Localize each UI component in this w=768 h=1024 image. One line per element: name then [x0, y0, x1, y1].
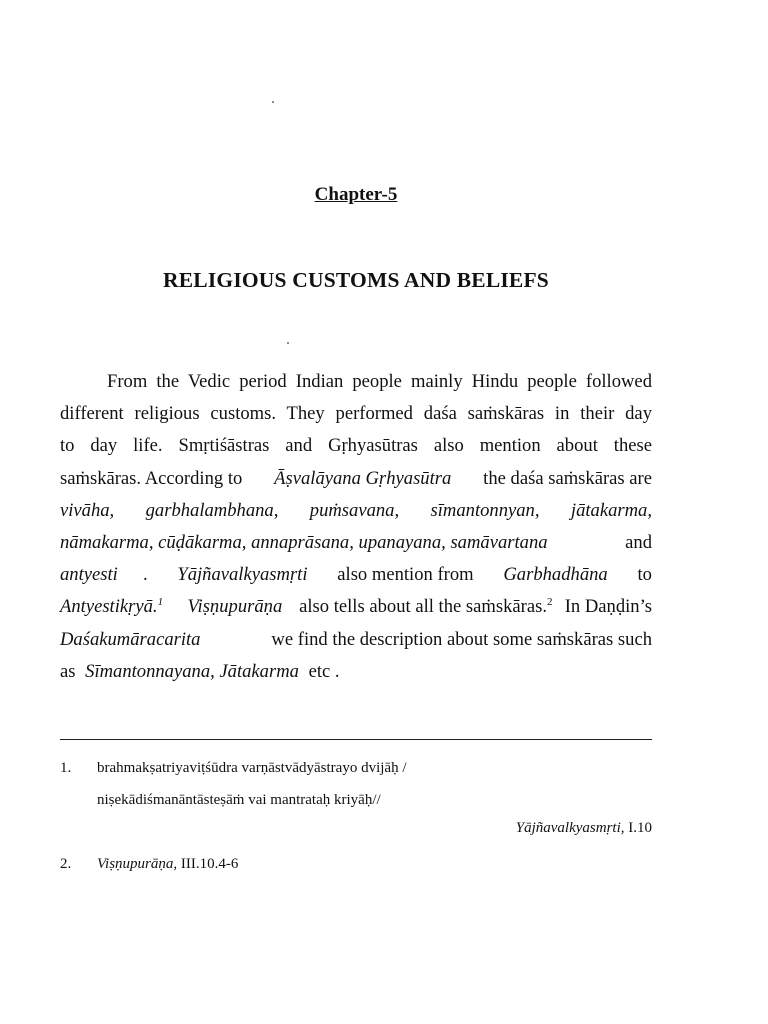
scan-speck: [272, 101, 274, 103]
text-line: [60, 430, 652, 462]
italic-term: Yājñavalkyasmṛti: [177, 564, 308, 586]
text-line: [60, 624, 652, 656]
chapter-heading: Chapter-5: [314, 184, 398, 205]
italic-term: antyesti: [60, 564, 118, 586]
footnote-number: 1.: [60, 760, 72, 776]
text-segment: saṁskāras. According to: [60, 467, 247, 489]
text-segment: different religious customs. They performed daśa saṁskāras in their day: [60, 403, 652, 425]
footnote-ref: 2: [546, 596, 553, 609]
text-segment: [171, 591, 180, 623]
text-segment: as: [60, 660, 81, 682]
text-segment: to day life. Smṛtiśāstras and Gṛhyasūtras also mention about these: [60, 435, 652, 457]
text-segment: etc .: [303, 660, 340, 682]
italic-term: Antyestikṛyā.$^1$: [60, 596, 164, 618]
footnote-ref: III.10.4-6: [177, 856, 239, 872]
text-line: [60, 527, 652, 559]
text-segment: and: [620, 531, 652, 553]
text-segment: to: [632, 564, 652, 586]
text-line: [60, 559, 652, 591]
body-paragraph: [60, 366, 652, 688]
text-segment: the daśa saṁskāras are: [478, 467, 652, 489]
italic-term: Garbhadhāna: [503, 564, 608, 586]
text-line: [60, 656, 652, 688]
text-segment: In Daṇḍin’s: [560, 596, 652, 618]
text-line: [60, 366, 652, 398]
italic-term: Āṣvalāyana Gṛhyasūtra: [274, 467, 452, 489]
scan-speck: [287, 342, 289, 344]
text-line: [60, 398, 652, 430]
italic-term: Sīmantonnayana, Jātakarma: [85, 660, 299, 682]
footnote-number: 2.: [60, 856, 72, 872]
source-ref: I.10: [624, 820, 652, 836]
italic-term: Daśakumāracarita: [60, 628, 201, 650]
source-title: Yājñavalkyasmṛti,: [515, 820, 625, 836]
text-segment: From the Vedic period Indian people mainly Hindu people followed: [107, 371, 652, 392]
text-line: [60, 495, 652, 527]
footnote-divider: [60, 739, 652, 740]
italic-term: Viṣṇupurāṇa: [187, 596, 283, 618]
footnote-text: brahmakṣatriyaviṭśūdra varṇāstvādyāstrayo dvijāḥ /: [97, 760, 407, 776]
text-segment: also mention from: [332, 564, 479, 586]
italic-term: vivāha, garbhalambhana, puṁsavana, sīmantonnyan, jātakarma,: [60, 499, 652, 521]
text-segment: .: [142, 564, 153, 586]
footnote-source: [516, 820, 652, 837]
footnote-text: [97, 856, 238, 873]
text-line: [60, 463, 652, 495]
text-segment: also tells about all the saṁskāras.$^2$: [289, 596, 553, 618]
chapter-title: RELIGIOUS CUSTOMS AND BELIEFS: [163, 268, 549, 292]
footnote-title: Viṣṇupurāṇa,: [97, 856, 178, 872]
footnote-ref: 1: [157, 596, 164, 609]
text-line: [60, 591, 652, 623]
text-segment: we find the description about some saṁskāras such: [266, 628, 652, 650]
footnote-text: niṣekādiśmanāntāsteṣāṁ vai mantrataḥ kriyāḥ//: [97, 792, 381, 808]
italic-term: nāmakarma, cūḍākarma, annaprāsana, upanayana, samāvartana: [60, 531, 548, 553]
